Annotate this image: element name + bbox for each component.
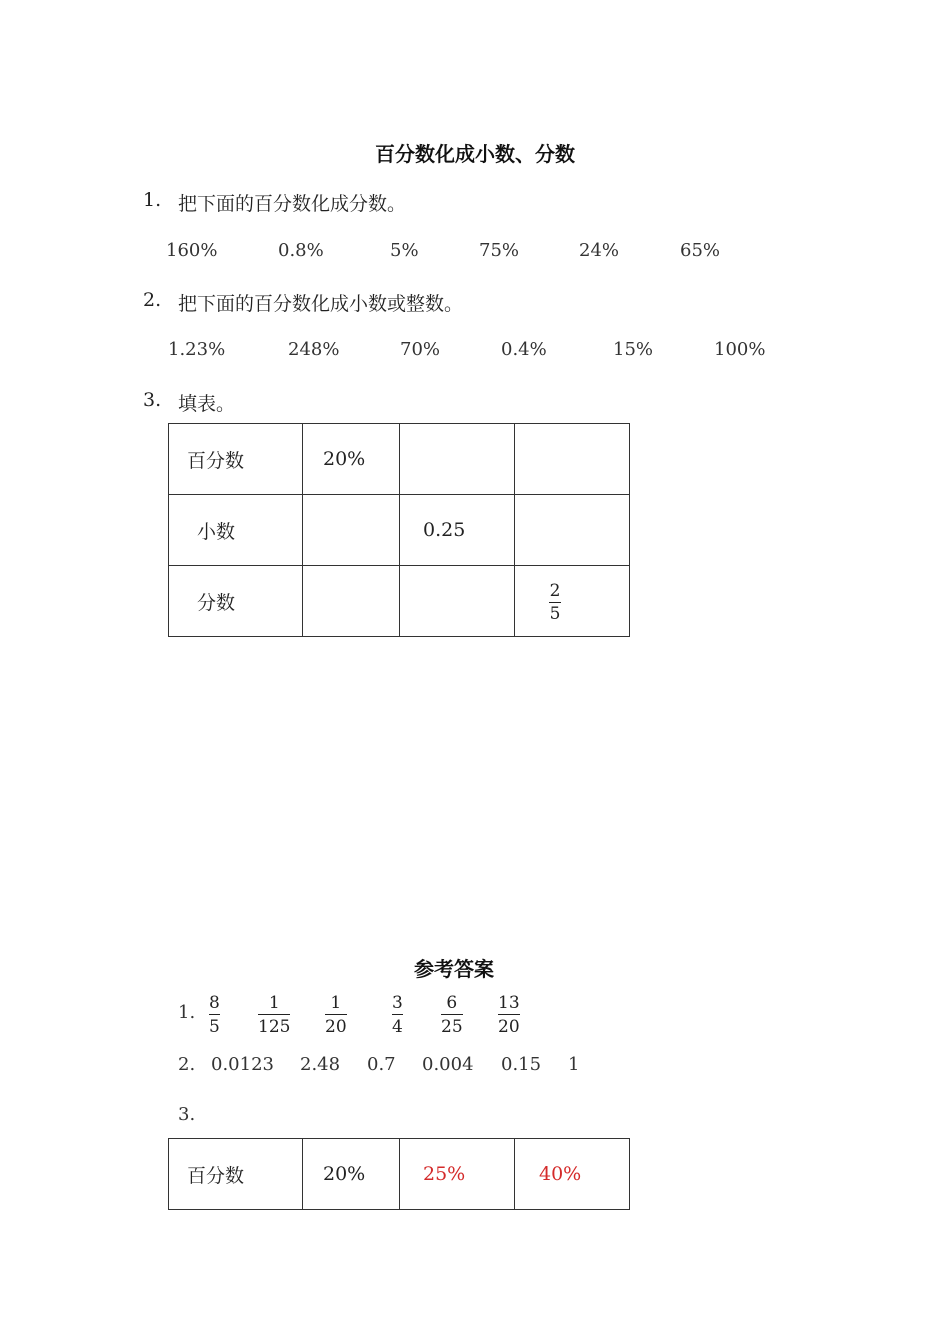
table-row <box>169 566 630 637</box>
row-header-fraction: 分数 <box>169 566 303 637</box>
q1-label: 1. <box>143 189 162 211</box>
q2-item: 1.23% <box>168 339 226 360</box>
a2-item: 2.48 <box>300 1054 341 1075</box>
q2-item: 100% <box>714 339 766 360</box>
a1-fraction: 1 20 <box>325 993 347 1037</box>
q2-item: 15% <box>613 339 654 360</box>
table-row <box>169 424 630 495</box>
row-header-percent: 百分数 <box>169 424 303 495</box>
q2-text: 把下面的百分数化成小数或整数。 <box>178 293 464 315</box>
q1-item: 65% <box>680 240 721 261</box>
a1-fraction: 13 20 <box>498 993 520 1037</box>
cell-answer: 20% <box>303 1139 400 1210</box>
cell-fraction-2-5 <box>515 566 630 637</box>
a3-label: 3. <box>178 1104 196 1125</box>
q2-item: 0.4% <box>501 339 547 360</box>
row-header-percent: 百分数 <box>169 1139 303 1210</box>
a1-fraction: 1 125 <box>258 993 291 1037</box>
a2-item: 0.0123 <box>211 1054 274 1075</box>
table-row <box>169 495 630 566</box>
q1-item: 0.8% <box>278 240 324 261</box>
cell-blank <box>303 495 400 566</box>
fill-table <box>168 423 630 637</box>
fraction-numerator: 2 <box>549 580 561 601</box>
cell-blank <box>303 566 400 637</box>
q1-item: 75% <box>479 240 520 261</box>
fraction-denominator: 5 <box>549 603 561 624</box>
row-header-decimal: 小数 <box>169 495 303 566</box>
cell-answer-red: 40% <box>515 1139 630 1210</box>
a1-label: 1. <box>178 1002 196 1023</box>
cell-percent-20: 20% <box>303 424 400 495</box>
q1-item: 24% <box>579 240 620 261</box>
answer-table <box>168 1138 630 1210</box>
q2-item: 248% <box>288 339 340 360</box>
page-title: 百分数化成小数、分数 <box>375 142 575 166</box>
q3-text: 填表。 <box>178 393 236 415</box>
q1-item: 160% <box>166 240 218 261</box>
answers-title: 参考答案 <box>414 957 494 981</box>
table-row <box>169 1139 630 1210</box>
q1-item: 5% <box>390 240 419 261</box>
a2-item: 1 <box>568 1054 580 1075</box>
q1-text: 把下面的百分数化成分数。 <box>178 193 407 215</box>
cell-decimal-025: 0.25 <box>400 495 515 566</box>
q2-item: 70% <box>400 339 441 360</box>
cell-blank <box>515 424 630 495</box>
a1-fraction: 3 4 <box>392 993 403 1037</box>
a1-fraction: 6 25 <box>441 993 463 1037</box>
cell-blank <box>515 495 630 566</box>
a2-item: 0.7 <box>367 1054 396 1075</box>
q2-label: 2. <box>143 289 162 311</box>
cell-blank <box>400 424 515 495</box>
cell-blank <box>400 566 515 637</box>
a2-label: 2. <box>178 1054 196 1075</box>
cell-answer-red: 25% <box>400 1139 515 1210</box>
q3-label: 3. <box>143 389 162 411</box>
a2-item: 0.15 <box>501 1054 542 1075</box>
a2-item: 0.004 <box>422 1054 474 1075</box>
a1-fraction: 8 5 <box>209 993 220 1037</box>
